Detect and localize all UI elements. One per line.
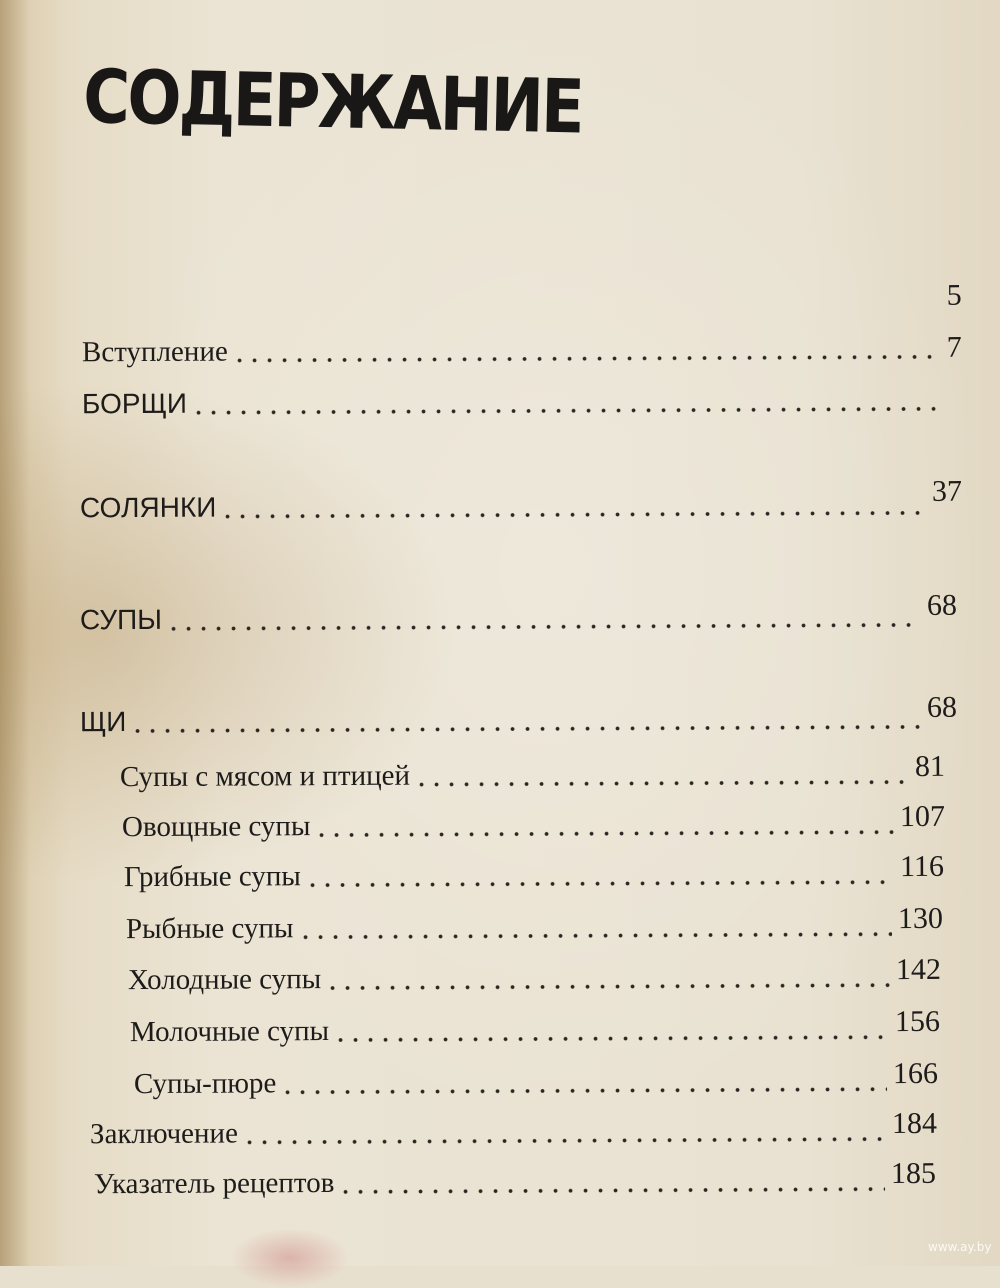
leader-dots [130, 724, 921, 734]
toc-entry-page: 107 [899, 799, 946, 834]
leader-dots [333, 1034, 889, 1043]
toc-entry-page: 68 [926, 588, 958, 622]
toc-entry-page: 7 [946, 330, 962, 364]
toc-entry-page: 166 [892, 1056, 939, 1091]
toc-entry [127, 952, 942, 1000]
spine-shadow [0, 0, 30, 1266]
toc-entry-page: 156 [894, 1004, 941, 1039]
toc-entry-label: Холодные супы [127, 963, 322, 997]
toc-entry [133, 1056, 939, 1104]
leader-dots [220, 510, 926, 520]
toc-entry [79, 474, 963, 529]
toc-entry-label: Указатель рецептов [93, 1166, 335, 1201]
leader-dots [232, 354, 941, 364]
toc-entry-page: 142 [895, 952, 942, 987]
leader-dots [338, 1186, 885, 1195]
toc-entry-label: Рыбные супы [125, 912, 294, 946]
toc-entry-label: ЩИ [79, 706, 127, 738]
leader-dots [314, 829, 894, 838]
leader-dots [414, 779, 909, 788]
toc-entry-page: 37 [931, 474, 963, 508]
leader-dots [280, 1086, 887, 1095]
toc-entry [81, 278, 962, 373]
page-stain [230, 1228, 350, 1288]
toc-entry-label: Грибные супы [123, 860, 301, 894]
toc-entry-label: БОРЩИ [81, 387, 187, 420]
toc-entry-page: 185 [890, 1156, 937, 1191]
leader-dots [242, 1136, 886, 1145]
toc-entry-page: 184 [891, 1106, 938, 1141]
toc-entry [93, 1156, 937, 1204]
toc-entry-label: Молочные супы [129, 1015, 330, 1049]
toc-entry-label: Супы-пюре [133, 1067, 277, 1101]
toc-entry [125, 901, 944, 949]
toc-entry [119, 749, 946, 797]
watermark: www.ay.by [928, 1240, 992, 1254]
leader-dots [166, 622, 921, 632]
page-title: СОДЕРЖАНИЕ [82, 54, 583, 151]
toc-entry [79, 690, 958, 743]
leader-dots [191, 406, 941, 416]
toc-entry-label: СОЛЯНКИ [79, 491, 217, 524]
toc-entry [79, 588, 958, 641]
toc-entry-label: Заключение [89, 1117, 238, 1151]
toc-entry [123, 849, 945, 897]
toc-entry [121, 799, 946, 847]
toc-entry [89, 1106, 938, 1154]
toc-entry-label: Супы с мясом и птицей [119, 759, 411, 794]
toc-entry-label: Вступление [81, 335, 228, 369]
leader-dots [325, 982, 890, 991]
toc-entry-page: 68 [926, 690, 958, 724]
toc-entry-page: 5 [946, 278, 962, 312]
leader-dots [305, 879, 894, 888]
leader-dots [298, 931, 893, 940]
toc-entry-page: 81 [914, 749, 946, 783]
toc-entry [129, 1004, 941, 1052]
toc-entry-page: 116 [899, 849, 945, 884]
toc-entry-page: 130 [897, 901, 944, 936]
toc-entry-label: Овощные супы [121, 810, 311, 844]
toc-entry-label: СУПЫ [79, 603, 163, 636]
